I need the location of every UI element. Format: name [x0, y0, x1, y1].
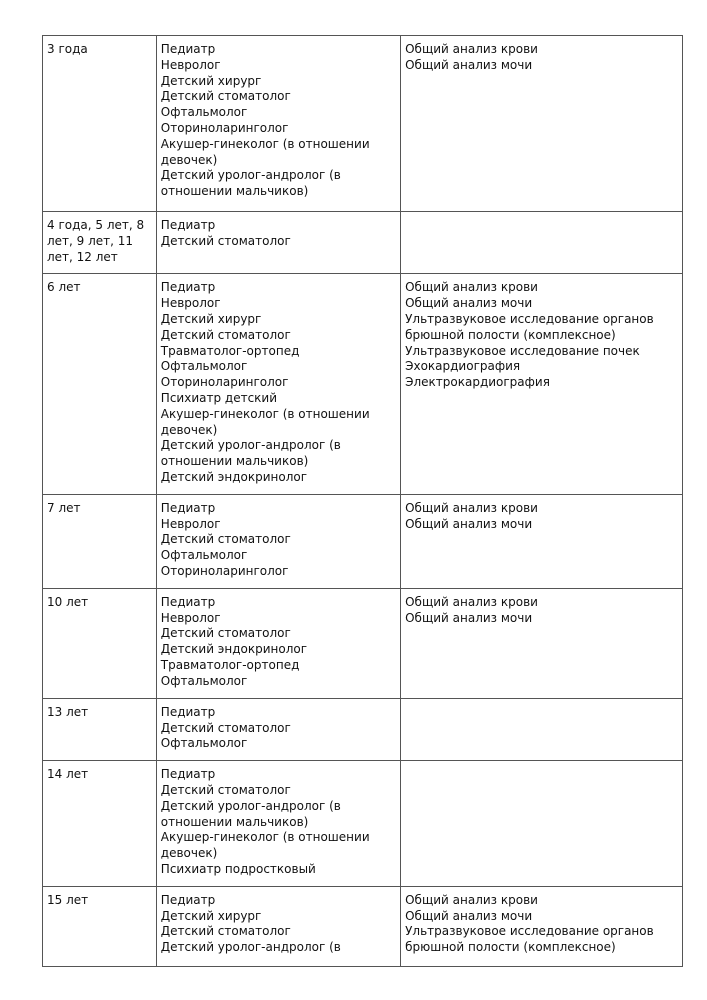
specialist-line: Детский эндокринолог	[160, 642, 308, 657]
specialist-line: Детский уролог-андролог (в	[160, 798, 341, 813]
specialist-line: отношении мальчиков)	[160, 814, 309, 829]
specialist-line: Невролог	[160, 57, 221, 72]
specialists-cell	[156, 274, 400, 494]
specialist-line: Детский стоматолог	[160, 233, 291, 248]
specialist-line: Детский стоматолог	[160, 532, 291, 547]
specialist-line: Детский уролог-андролог (в	[160, 168, 341, 183]
test-line: Ультразвуковое исследование органов	[405, 924, 654, 939]
specialist-line: Офтальмолог	[160, 359, 248, 374]
specialist-line: Педиатр	[160, 280, 216, 295]
specialist-line: Детский уролог-андролог (в	[160, 438, 341, 453]
specialists-cell	[156, 36, 400, 212]
tests-cell	[401, 761, 683, 887]
test-line: Общий анализ крови	[405, 500, 538, 515]
age-cell	[43, 698, 157, 760]
age-label: 7 лет	[47, 500, 81, 515]
tests-cell	[401, 212, 683, 274]
specialist-line: Офтальмолог	[160, 736, 248, 751]
specialist-line: Детский стоматолог	[160, 782, 291, 797]
specialist-line: Невролог	[160, 296, 221, 311]
specialist-line: Детский эндокринолог	[160, 469, 308, 484]
specialist-line: Невролог	[160, 516, 221, 531]
age-cell	[43, 212, 157, 274]
specialist-line: девочек)	[160, 422, 218, 437]
age-label: 4 года, 5 лет, 8 лет, 9 лет, 11 лет, 12 лет	[47, 218, 145, 264]
specialists-cell	[156, 212, 400, 274]
specialist-line: Детский стоматолог	[160, 924, 291, 939]
table-row	[43, 274, 683, 494]
age-cell	[43, 886, 157, 966]
specialist-line: девочек)	[160, 152, 218, 167]
tests-cell	[401, 886, 683, 966]
test-line: Ультразвуковое исследование почек	[405, 343, 640, 358]
specialist-line: Детский стоматолог	[160, 89, 291, 104]
specialists-cell	[156, 494, 400, 588]
test-line: брюшной полости (комплексное)	[405, 327, 616, 342]
age-label: 14 лет	[47, 767, 89, 782]
test-line: Электрокардиография	[405, 375, 550, 390]
specialists-cell	[156, 698, 400, 760]
test-line: Общий анализ крови	[405, 42, 538, 56]
test-line: Общий анализ крови	[405, 892, 538, 907]
age-cell	[43, 494, 157, 588]
specialist-line: Детский хирург	[160, 908, 262, 923]
age-label: 3 года	[47, 42, 88, 56]
age-label: 15 лет	[47, 892, 89, 907]
specialist-line: Педиатр	[160, 594, 216, 609]
tests-cell	[401, 36, 683, 212]
table-row	[43, 761, 683, 887]
age-label: 6 лет	[47, 280, 81, 295]
age-cell	[43, 36, 157, 212]
test-line: Общий анализ мочи	[405, 516, 533, 531]
test-line: Ультразвуковое исследование органов	[405, 311, 654, 326]
test-line: Общий анализ мочи	[405, 908, 533, 923]
specialist-line: Психиатр подростковый	[160, 861, 316, 876]
specialist-line: Детский стоматолог	[160, 626, 291, 641]
test-line: Эхокардиография	[405, 359, 521, 374]
tests-cell	[401, 588, 683, 698]
specialists-cell	[156, 588, 400, 698]
age-cell	[43, 588, 157, 698]
specialist-line: Детский уролог-андролог (в	[160, 940, 341, 955]
specialist-line: Невролог	[160, 610, 221, 625]
test-line: Общий анализ мочи	[405, 296, 533, 311]
specialist-line: Оториноларинголог	[160, 120, 289, 135]
test-line: брюшной полости (комплексное)	[405, 940, 616, 955]
specialist-line: девочек)	[160, 846, 218, 861]
specialist-line: Акушер-гинеколог (в отношении	[160, 136, 370, 151]
table-row	[43, 212, 683, 274]
specialist-line: Детский стоматолог	[160, 327, 291, 342]
specialist-line: Детский стоматолог	[160, 720, 291, 735]
specialist-line: Офтальмолог	[160, 673, 248, 688]
specialist-line: Педиатр	[160, 218, 216, 232]
specialist-line: отношении мальчиков)	[160, 184, 309, 199]
specialist-line: Травматолог-ортопед	[160, 657, 300, 672]
table-body	[43, 36, 683, 967]
checkup-schedule-table	[42, 35, 683, 967]
table-row	[43, 698, 683, 760]
specialist-line: Педиатр	[160, 42, 216, 56]
table-row	[43, 36, 683, 212]
age-cell	[43, 274, 157, 494]
age-label: 10 лет	[47, 594, 89, 609]
specialist-line: Психиатр детский	[160, 390, 278, 405]
table-row	[43, 494, 683, 588]
test-line: Общий анализ крови	[405, 280, 538, 295]
specialist-line: Акушер-гинеколог (в отношении	[160, 406, 370, 421]
table-row	[43, 886, 683, 966]
tests-cell	[401, 698, 683, 760]
specialist-line: Педиатр	[160, 500, 216, 515]
specialist-line: Оториноларинголог	[160, 375, 289, 390]
specialist-line: Детский хирург	[160, 73, 262, 88]
specialist-line: Педиатр	[160, 704, 216, 719]
specialist-line: Офтальмолог	[160, 105, 248, 120]
test-line: Общий анализ мочи	[405, 610, 533, 625]
specialist-line: Оториноларинголог	[160, 563, 289, 578]
specialist-line: Детский хирург	[160, 311, 262, 326]
age-label: 13 лет	[47, 704, 89, 719]
specialists-cell	[156, 886, 400, 966]
specialist-line: Акушер-гинеколог (в отношении	[160, 830, 370, 845]
table-row	[43, 588, 683, 698]
specialist-line: Травматолог-ортопед	[160, 343, 300, 358]
specialist-line: Педиатр	[160, 767, 216, 782]
specialist-line: Офтальмолог	[160, 548, 248, 563]
specialist-line: отношении мальчиков)	[160, 454, 309, 469]
specialist-line: Педиатр	[160, 892, 216, 907]
tests-cell	[401, 494, 683, 588]
specialists-cell	[156, 761, 400, 887]
test-line: Общий анализ крови	[405, 594, 538, 609]
age-cell	[43, 761, 157, 887]
tests-cell	[401, 274, 683, 494]
test-line: Общий анализ мочи	[405, 57, 533, 72]
